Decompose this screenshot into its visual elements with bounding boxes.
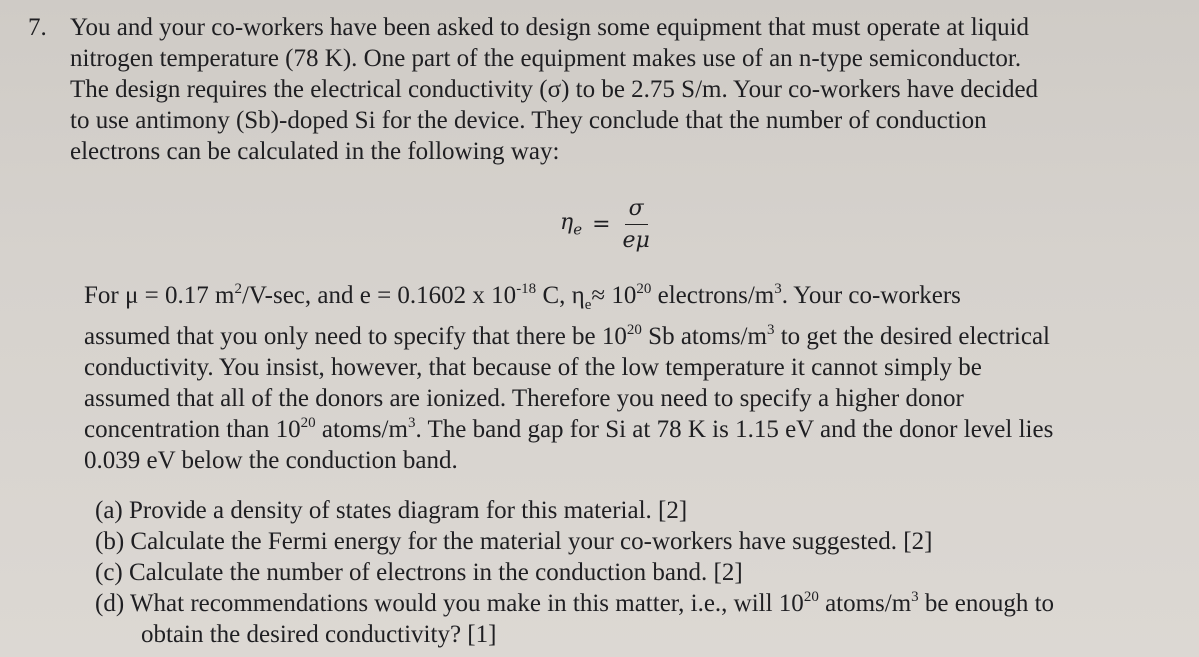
intro-line-4: to use antimony (Sb)-doped Si for the device. They conclude that the number of conduction — [70, 107, 987, 134]
equation-numerator: σ — [625, 196, 648, 225]
body-line-6: 0.039 eV below the conduction band. — [84, 447, 458, 474]
body-line-3: conductivity. You insist, however, that because of the low temperature it cannot simply be — [84, 354, 982, 381]
equation-equals: = — [592, 212, 611, 237]
part-c: (c) Calculate the number of electrons in the conduction band. [2] — [95, 559, 743, 586]
equation-denominator: eμ — [622, 228, 650, 253]
body-line-5: concentration than $10^{20}$ atoms/$m^3$. The band gap for Si at 78 K is 1.15 eV and the donor level lies — [84, 415, 1054, 443]
intro-line-1: You and your co-workers have been asked to design some equipment that must operate at liquid — [70, 14, 1030, 41]
intro-line-3: The design requires the electrical conductivity (σ) to be 2.75 S/m. Your co-workers have decided — [70, 76, 1039, 103]
question-parts — [95, 495, 1185, 650]
conduction-electron-equation — [560, 196, 650, 253]
body-line-4: assumed that all of the donors are ionized. Therefore you need to specify a higher donor — [84, 385, 964, 412]
intro-line-5: electrons can be calculated in the following way: — [70, 138, 560, 165]
part-a: (a) Provide a density of states diagram for this material. [2] — [95, 497, 688, 524]
problem-intro — [70, 12, 1180, 167]
equation-fraction — [623, 196, 650, 253]
equation-lhs: $\eta_e$ — [560, 210, 583, 239]
problem-body — [84, 280, 1184, 476]
part-b: (b) Calculate the Fermi energy for the material your co-workers have suggested. [2] — [95, 528, 933, 555]
part-d: (d) What recommendations would you make in this matter, i.e., will $10^{20}$ atoms/$m^3$ be enough to — [95, 589, 1055, 617]
intro-line-2: nitrogen temperature (78 K). One part of the equipment makes use of an n-type semiconductor. — [70, 45, 1022, 72]
body-line-2: assumed that you only need to specify that there be $10^{20}$ Sb atoms/$m^3$ to get the desired electrical — [84, 322, 1050, 350]
body-line-1: For μ = 0.17 $m^2/V-\sec$, and e = 0.1602 x $10^{-18}$ C, $\eta_e\approx 10^{20}$ electrons/$m^3$. Your co-workers — [84, 281, 961, 313]
question-number: 7. — [28, 14, 47, 41]
part-d-continued: obtain the desired conductivity? [1] — [141, 621, 497, 648]
